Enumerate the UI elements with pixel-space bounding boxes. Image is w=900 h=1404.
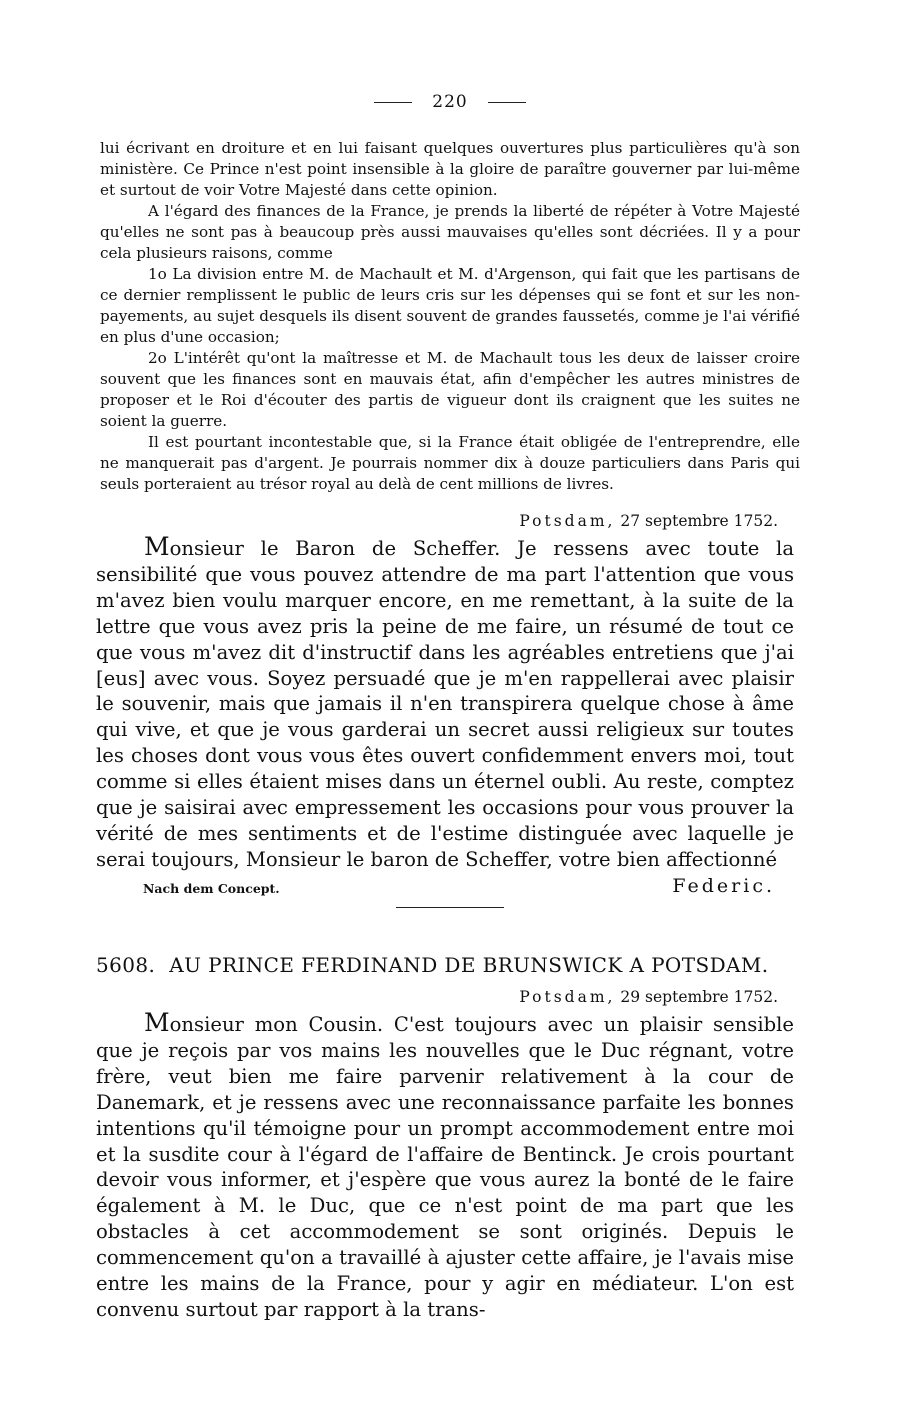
letter-title: AU PRINCE FERDINAND DE BRUNSWICK A POTSDAM. <box>169 953 769 977</box>
dateline-letter-1 <box>100 512 778 530</box>
dateline-place: Potsdam, <box>519 988 616 1006</box>
paragraph: 1o La division entre M. de Machault et M. d'Argenson, qui fait que les partisans de ce dernier remplissent le public de leurs cris sur les dépenses qui se font et sur les non-payements, au sujet desquels ils disent souvent de grandes faussetés, comme je l'ai vérifié en plus d'une occasion; <box>100 265 800 346</box>
letter-1-footer <box>143 875 775 901</box>
letter-1-body <box>96 532 794 873</box>
paragraph: A l'égard des finances de la France, je prends la liberté de répéter à Votre Majesté qu'elles ne sont pas à beaucoup près aussi mauvaises qu'elles sont décriées. Il y a pour cela plusieurs raisons, comme <box>100 202 800 262</box>
page-header <box>0 92 900 112</box>
source-note: Nach dem Concept. <box>143 881 280 896</box>
dateline-date: 27 septembre 1752. <box>620 512 778 530</box>
paragraph: 2o L'intérêt qu'ont la maîtresse et M. de Machault tous les deux de laisser croire souvent que les finances sont en mauvais état, afin d'empêcher les autres ministres de proposer et le Roi d'écouter des partis de vigueur dont ils craignent que les suites ne soient la guerre. <box>100 349 800 430</box>
header-rule-left <box>374 102 412 103</box>
letter-text: onsieur mon Cousin. C'est toujours avec un plaisir sensible que je reçois par vos mains les nouvelles que le Duc régnant, votre frère, veut bien me faire parvenir relativement à la cour de Danemark, et je ressens avec une reconnaissance parfaite les bonnes intentions qu'il témoigne pour un prompt accommodement entre moi et la susdite cour à l'égard de l'affaire de Bentinck. Je crois pourtant devoir vous informer, et j'espère que vous aurez la bonté de le faire également à M. le Duc, que ce n'est point de ma part que les obstacles à cet accommodement se sont originés. Depuis le commencement qu'on a travaillé à ajuster cette affaire, je l'avais mise entre les mains de la France, pour y agir en médiateur. L'on est convenu surtout par rapport à la trans- <box>96 1013 794 1321</box>
letter-text: onsieur le Baron de Scheffer. Je ressens avec toute la sensibilité que vous pouvez attendre de ma part l'attention que vous m'avez bien voulu marquer encore, en me remettant, à la suite de la lettre que vous avez pris la peine de me faire, un résumé de tout ce que vous m'avez dit d'instructif dans les agréables entretiens que j'ai [eus] avec vous. Soyez persuadé que je m'en rappellerai avec plaisir le souvenir, mais que jamais il n'en transpirera quelque chose à âme qui vive, et que je vous garderai un secret aussi religieux sur toutes les choses dont vous vous êtes ouvert confidemment envers moi, tout comme si elles étaient mises dans un éternel oubli. Au reste, comptez que je saisirai avec empressement les occasions pour vous prouver la vérité de mes sentiments et de l'estime distinguée avec laquelle je serai toujours, Monsieur le baron de Scheffer, votre bien affectionné <box>96 537 794 871</box>
initial-letter: M <box>144 532 170 561</box>
signature: Federic. <box>672 875 775 897</box>
dateline-letter-2 <box>100 988 778 1006</box>
page-number: 220 <box>432 92 468 112</box>
dateline-date: 29 septembre 1752. <box>620 988 778 1006</box>
section-divider <box>396 907 504 908</box>
header-rule-right <box>488 102 526 103</box>
initial-letter: M <box>144 1008 170 1037</box>
paragraph: lui écrivant en droiture et en lui faisant quelques ouvertures plus particulières qu'à son ministère. Ce Prince n'est point insensible à la gloire de paraître gouverner par lui-même et surtout de voir Votre Majesté dans cette opinion. <box>100 139 800 199</box>
paragraph: Il est pourtant incontestable que, si la France était obligée de l'entreprendre, elle ne manquerait pas d'argent. Je pourrais nommer dix à douze particuliers dans Paris qui seuls porteraient au trésor royal au delà de cent millions de livres. <box>100 433 800 493</box>
letter-2-body <box>96 1008 794 1323</box>
dateline-place: Potsdam, <box>519 512 616 530</box>
previous-letter-text <box>100 138 800 495</box>
letter-number: 5608. <box>96 953 156 977</box>
letter-2-heading <box>96 953 796 977</box>
